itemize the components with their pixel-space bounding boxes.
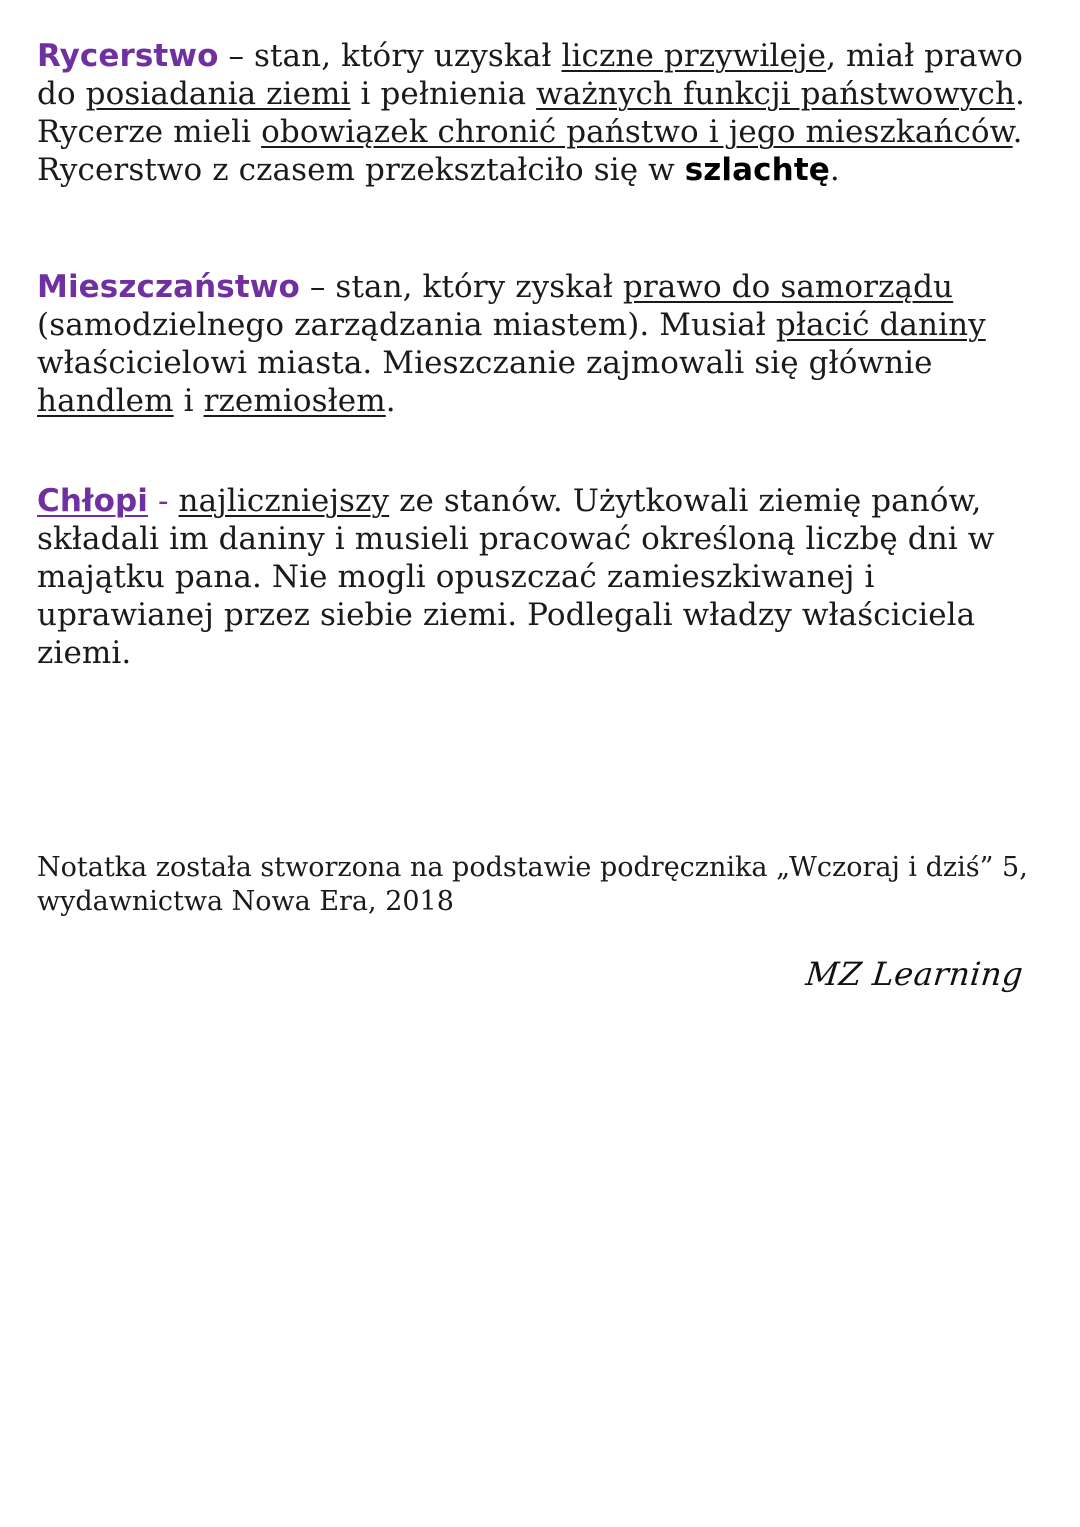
- underlined-phrase: obowiązek chronić państwo i jego mieszkańców: [261, 114, 1013, 150]
- term-chlopi: Chłopi: [37, 483, 149, 519]
- text-segment: właścicielowi miasta. Mieszczanie zajmowali się głównie: [37, 345, 933, 381]
- underlined-phrase: płacić daniny: [775, 307, 986, 343]
- underlined-phrase: posiadania ziemi: [85, 76, 351, 112]
- paragraph-chlopi: [37, 482, 1047, 672]
- text-segment: i pełnienia: [350, 76, 537, 112]
- text-segment: , miał prawo do: [37, 38, 1024, 112]
- text-segment: i: [173, 383, 204, 419]
- source-note: Notatka została stworzona na podstawie podręcznika „Wczoraj i dziś” 5, wydawnictwa Nowa Era, 2018: [37, 852, 1028, 917]
- text-segment: ze stanów. Użytkowali ziemię panów, składali im daniny i musieli pracować określoną liczbę dni w majątku pana. Nie mogli opuszczać zamieszkiwanej i uprawianej przez siebie ziemi. Podlegali władzy właściciela ziemi.: [37, 483, 995, 671]
- text-segment: . Rycerstwo z czasem przekształciło się w: [37, 114, 1023, 188]
- underlined-phrase: rzemiosłem: [203, 383, 386, 419]
- underlined-phrase: handlem: [37, 383, 174, 419]
- underlined-phrase: najliczniejszy: [178, 483, 390, 519]
- text-segment: . Rycerze mieli: [37, 76, 1025, 150]
- underlined-phrase: liczne przywileje: [561, 38, 827, 74]
- signature: MZ Learning: [804, 955, 1026, 993]
- underlined-phrase: prawo do samorządu: [622, 269, 954, 305]
- bold-term-szlachta: szlachtę: [684, 152, 830, 188]
- term-rycerstwo: Rycerstwo: [37, 38, 219, 74]
- term-mieszczanstwo: Mieszczaństwo: [37, 269, 300, 305]
- text-segment: – stan, który zyskał: [299, 269, 623, 305]
- underlined-phrase: ważnych funkcji państwowych: [536, 76, 1016, 112]
- text-segment: .: [385, 383, 396, 419]
- text-segment: – stan, który uzyskał: [218, 38, 562, 74]
- text-segment: (samodzielnego zarządzania miastem). Musiał: [37, 307, 776, 343]
- paragraph-mieszczanstwo: [37, 268, 1047, 420]
- paragraph-rycerstwo: [37, 37, 1047, 189]
- separator-dash: -: [148, 483, 179, 519]
- text-segment: .: [829, 152, 840, 188]
